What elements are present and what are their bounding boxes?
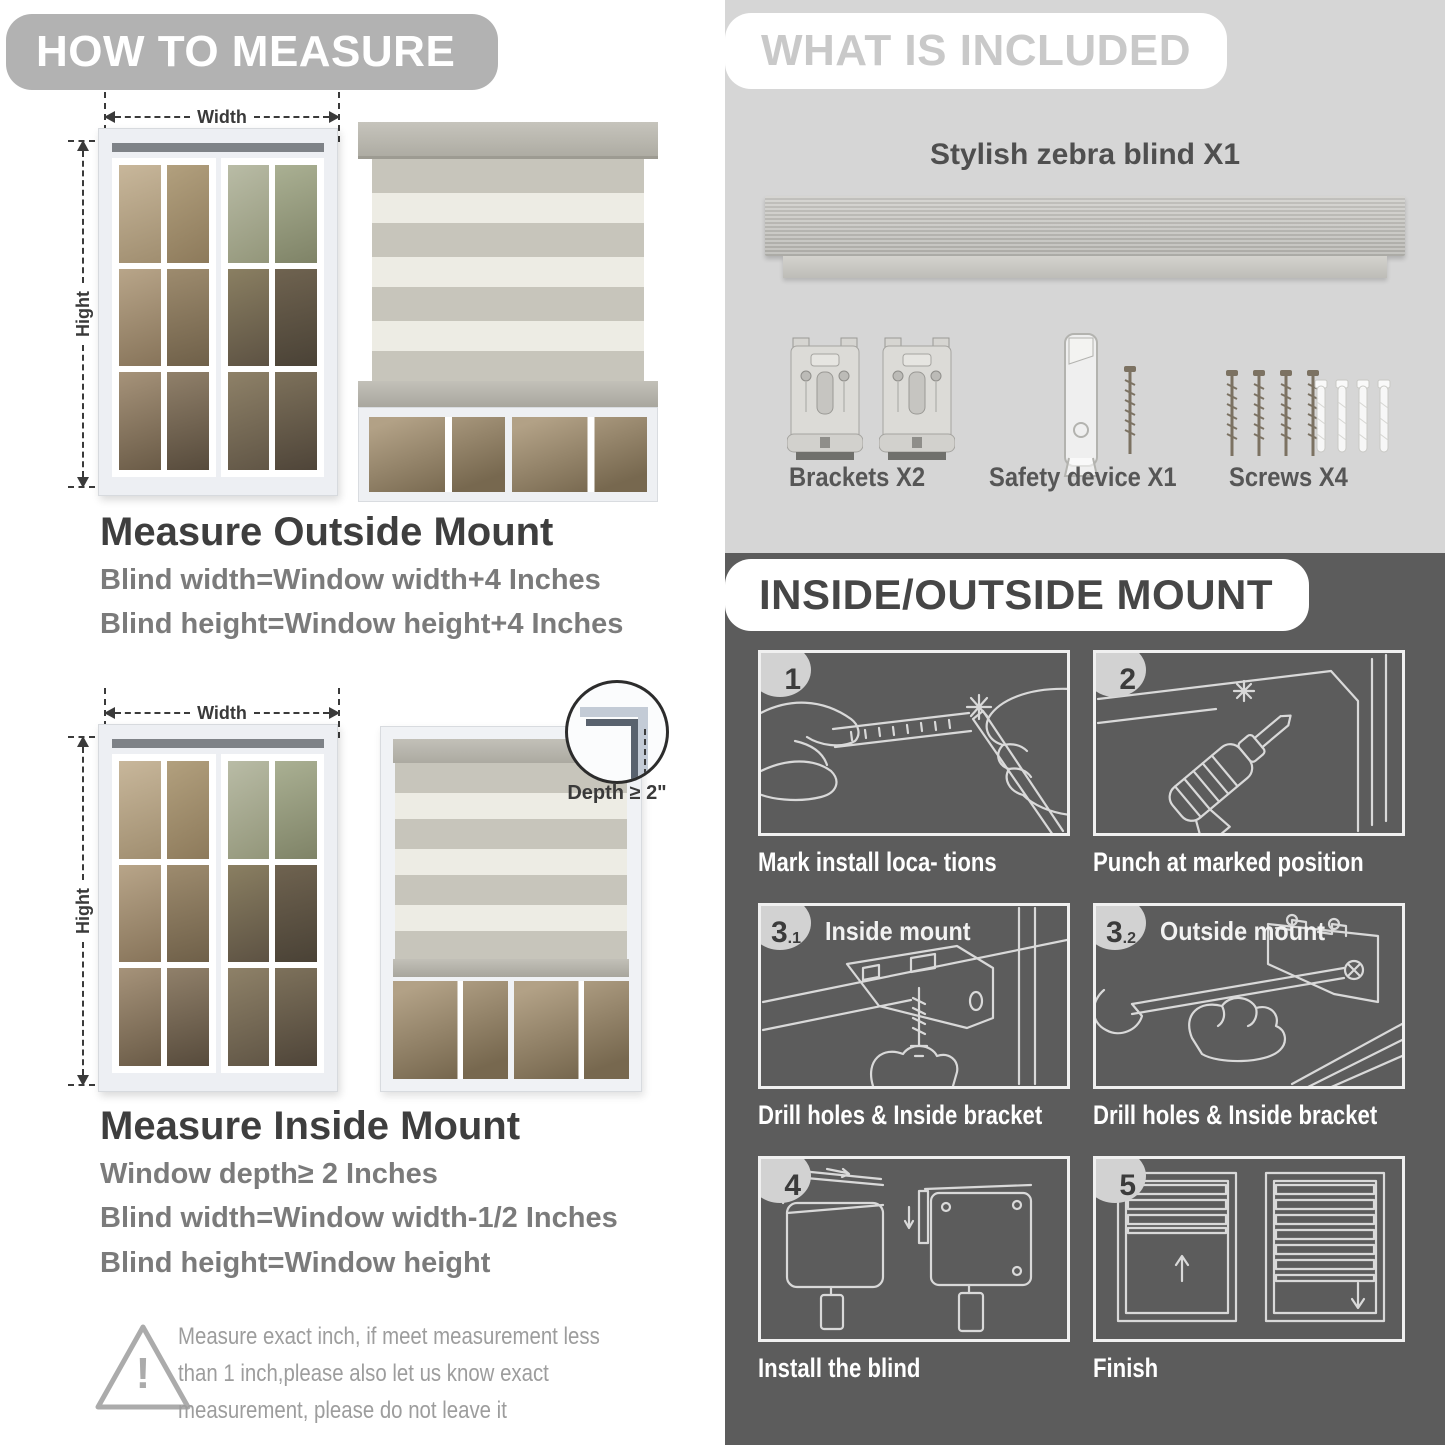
step-3-1-title: Inside mount [825, 916, 971, 946]
step-number-badge: 1 [758, 650, 811, 697]
step-5-caption: Finish [1093, 1353, 1159, 1383]
tick [338, 92, 340, 142]
depth-label: Depth ≥ 2" [567, 782, 667, 804]
wall-anchors-icon [1313, 378, 1392, 456]
inside-mount-formula-width: Blind width=Window width-1/2 Inches [100, 1202, 618, 1234]
product-label: Stylish zebra blind X1 [929, 138, 1241, 171]
step-3-2-caption: Drill holes & Inside bracket [1093, 1100, 1378, 1130]
height-arrow-outside [72, 140, 94, 488]
inside-outside-mount-section [725, 553, 1445, 1445]
step-1-panel [758, 650, 1070, 836]
step-2 [1093, 650, 1405, 878]
window-under-blind [393, 981, 629, 1079]
outside-mount-formula-height: Blind height=Window height+4 Inches [100, 608, 624, 640]
step-3-2-title: Outside mount [1160, 916, 1326, 946]
blind-fabric [372, 159, 644, 381]
window-top-trim [112, 143, 324, 152]
step-2-panel [1093, 650, 1405, 836]
step-3-1-panel [758, 903, 1070, 1089]
step-5 [1093, 1156, 1405, 1384]
height-label: Hight [73, 880, 94, 942]
inside-mount-title: Measure Inside Mount [100, 1104, 521, 1148]
window-sash [221, 754, 325, 1073]
window-photo-inside [98, 724, 338, 1092]
outside-mount-title: Measure Outside Mount [100, 510, 554, 554]
step-number-badge: 2 [1093, 650, 1146, 697]
step-1 [758, 650, 1070, 878]
step-3-1 [758, 903, 1070, 1131]
screws-label: Screws X4 [1229, 462, 1348, 492]
blind-headrail-image [765, 196, 1405, 256]
what-is-included-section [725, 0, 1445, 553]
safety-device-icon [1057, 330, 1105, 480]
step-4-panel [758, 1156, 1070, 1342]
step-number-badge: 5 [1093, 1156, 1146, 1203]
mounting-bracket-icon [787, 336, 863, 466]
depth-magnifier-icon [565, 680, 669, 784]
step-3-1-caption: Drill holes & Inside bracket [758, 1100, 1043, 1130]
step-2-caption: Punch at marked position [1093, 847, 1364, 877]
width-arrow-inside [104, 702, 340, 724]
height-label: Hight [73, 283, 94, 345]
step-5-panel [1093, 1156, 1405, 1342]
outside-mount-formula-width: Blind width=Window width+4 Inches [100, 564, 601, 596]
width-label: Width [197, 702, 247, 723]
window-sash [112, 754, 216, 1073]
height-arrow-inside [72, 736, 94, 1086]
step-number-badge: 3 .1 [758, 903, 811, 950]
blind-bottom-rail [393, 959, 629, 977]
blind-headrail-lip [783, 256, 1387, 278]
inside-outside-mount-header: INSIDE/OUTSIDE MOUNT [725, 559, 1309, 631]
screw-icon [1121, 364, 1139, 456]
step-1-caption: Mark install loca- tions [758, 847, 997, 877]
step-number-badge: 3 .2 [1093, 903, 1146, 950]
screws-anchors-icon [1223, 368, 1322, 460]
warning-glyph: ! [135, 1349, 151, 1398]
inside-mount-formula-height: Blind height=Window height [100, 1247, 491, 1279]
step-number-badge: 4 [758, 1156, 811, 1203]
window-sash [221, 158, 325, 477]
brackets-label: Brackets X2 [789, 462, 926, 492]
blind-bottom-rail [358, 381, 658, 407]
width-arrow-outside [104, 106, 340, 128]
step-4-caption: Install the blind [758, 1353, 921, 1383]
what-is-included-header: WHAT IS INCLUDED [725, 13, 1227, 89]
inside-mount-depth-rule: Window depth≥ 2 Inches [100, 1158, 438, 1190]
how-to-measure-header: HOW TO MEASURE [6, 14, 498, 90]
step-3-2-panel [1093, 903, 1405, 1089]
zebra-blind-outside-mount-photo [358, 122, 658, 502]
window-sash [112, 158, 216, 477]
window-under-blind [358, 407, 658, 502]
step-3-2 [1093, 903, 1405, 1131]
measurement-warning-text: Measure exact inch, if meet measurement less than 1 inch,please also let us know exact measurement, please do not leave it [178, 1323, 600, 1424]
blind-cassette [358, 122, 658, 159]
step-4 [758, 1156, 1070, 1384]
window-photo-outside [98, 128, 338, 496]
mounting-bracket-icon [879, 336, 955, 466]
width-label: Width [197, 106, 247, 127]
safety-device-label: Safety device X1 [989, 462, 1177, 492]
